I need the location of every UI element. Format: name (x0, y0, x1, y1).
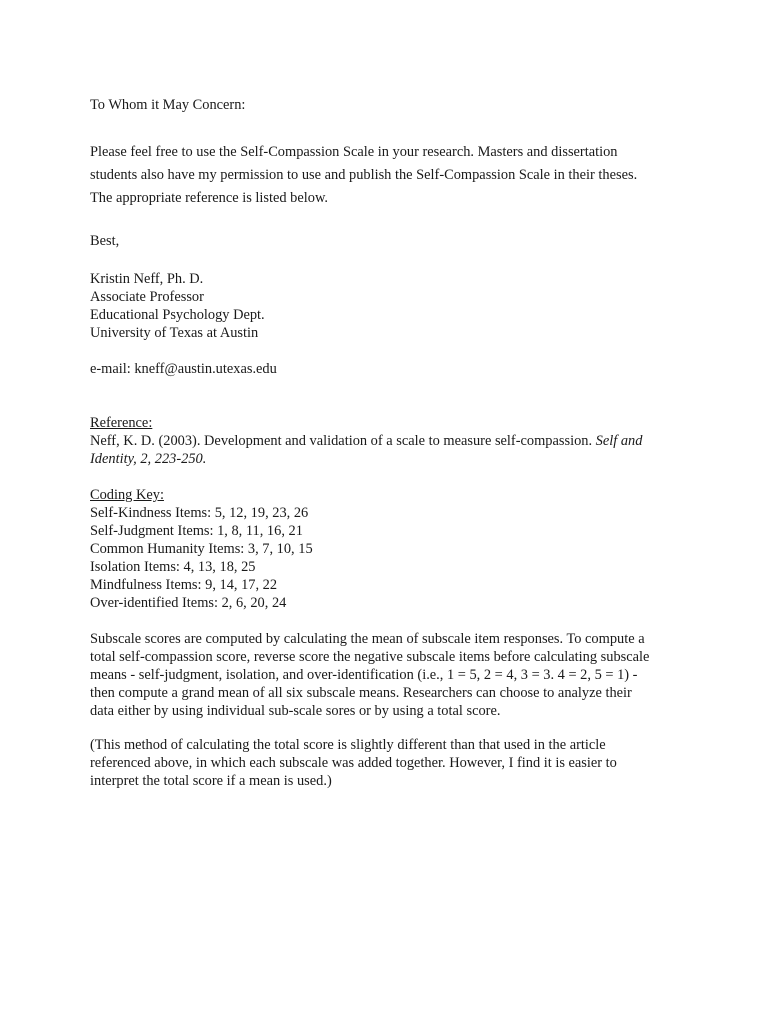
coding-key-item: Over-identified Items: 2, 6, 20, 24 (90, 595, 287, 611)
coding-key-list (90, 504, 313, 612)
scoring-line: total self-compassion score, reverse score the negative subscale items before calculating subscale (90, 649, 650, 665)
reference-line-2: Identity, 2, 223-250. (90, 451, 207, 467)
note-line: interpret the total score if a mean is used.) (90, 773, 332, 789)
note-paragraph (90, 736, 617, 790)
salutation: To Whom it May Concern: (90, 97, 246, 113)
scoring-line: means - self-judgment, isolation, and over-identification (i.e., 1 = 5, 2 = 4, 3 = 3. 4 = 2, 5 = 1) - (90, 667, 638, 683)
reference-line-1 (90, 432, 642, 450)
coding-key-heading: Coding Key: (90, 487, 164, 503)
coding-key-item: Common Humanity Items: 3, 7, 10, 15 (90, 541, 313, 557)
document-page (90, 0, 730, 1024)
coding-key-item: Self-Judgment Items: 1, 8, 11, 16, 21 (90, 523, 303, 539)
note-line: (This method of calculating the total score is slightly different than that used in the article (90, 737, 606, 753)
scoring-line: data either by using individual sub-scale sores or by using a total score. (90, 703, 501, 719)
intro-line: students also have my permission to use and publish the Self-Compassion Scale in their theses. (90, 167, 638, 183)
reference-journal: Self and (595, 433, 643, 449)
signature-department: Educational Psychology Dept. (90, 307, 265, 323)
note-line: referenced above, in which each subscale was added together. However, I find it is easier to (90, 755, 617, 771)
coding-key-item: Self-Kindness Items: 5, 12, 19, 23, 26 (90, 505, 309, 521)
scoring-line: Subscale scores are computed by calculating the mean of subscale item responses. To compute a (90, 631, 645, 647)
scoring-paragraph (90, 630, 649, 720)
intro-line: Please feel free to use the Self-Compassion Scale in your research. Masters and dissertation (90, 144, 618, 160)
scoring-line: then compute a grand mean of all six subscale means. Researchers can choose to analyze their (90, 685, 632, 701)
coding-key-item: Mindfulness Items: 9, 14, 17, 22 (90, 577, 278, 593)
reference-heading: Reference: (90, 415, 153, 431)
reference-citation: Neff, K. D. (2003). Development and validation of a scale to measure self-compassion. (90, 433, 593, 449)
signature-university: University of Texas at Austin (90, 325, 259, 341)
signature-block (90, 270, 265, 342)
closing: Best, (90, 233, 120, 249)
signature-name: Kristin Neff, Ph. D. (90, 271, 204, 287)
intro-line: The appropriate reference is listed below. (90, 190, 328, 206)
signature-title: Associate Professor (90, 289, 204, 305)
email-line: e-mail: kneff@austin.utexas.edu (90, 361, 277, 377)
intro-paragraph (90, 141, 637, 210)
coding-key-item: Isolation Items: 4, 13, 18, 25 (90, 559, 256, 575)
